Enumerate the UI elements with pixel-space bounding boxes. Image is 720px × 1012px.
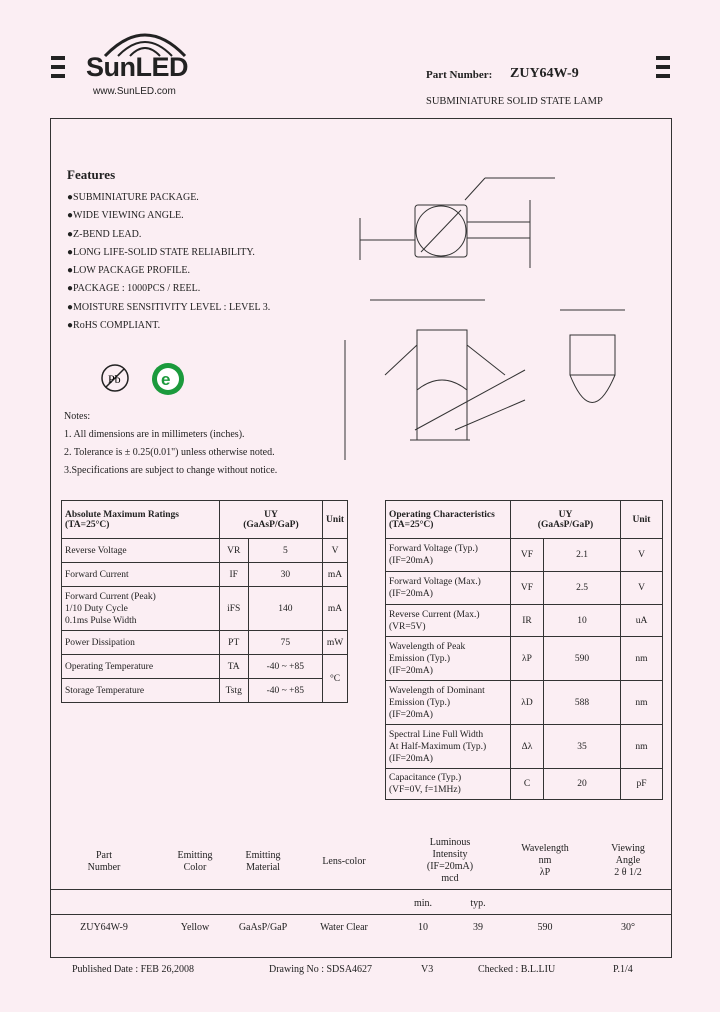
note-item: 2. Tolerance is ± 0.25(0.01") unless otherwise noted. [64, 447, 275, 458]
part-number-label: Part Number: [426, 69, 493, 81]
cell-part: ZUY64W-9 [80, 922, 128, 933]
margin-mark [656, 74, 670, 78]
version: V3 [421, 964, 434, 975]
col-header-material: Emitting Material [245, 850, 281, 873]
feature-item: ●SUBMINIATURE PACKAGE. [67, 192, 199, 203]
table-row: Forward Voltage (Max.) (IF=20mA) VF 2.5 V [386, 572, 663, 605]
feature-item: ●MOISTURE SENSITIVITY LEVEL : LEVEL 3. [67, 301, 271, 313]
notes-title: Notes: [64, 411, 91, 422]
col-header-viewing-angle: Viewing Angle 2 θ 1/2 [611, 843, 645, 878]
checked-by: Checked : B.L.LIU [478, 964, 556, 975]
table-row: Reverse Current (Max.) (VR=5V) IR 10 uA [386, 605, 663, 637]
margin-mark [51, 56, 65, 60]
absolute-maximum-ratings-table [61, 500, 348, 703]
feature-item: ●LOW PACKAGE PROFILE. [67, 265, 190, 277]
col-header-min: min. [413, 898, 433, 909]
col-header-luminous: Luminous Intensity (IF=20mA) mcd [426, 837, 474, 884]
page-subtitle: SUBMINIATURE SOLID STATE LAMP [426, 96, 603, 107]
table-header: UY (GaAsP/GaP) [511, 501, 621, 539]
cell-color: Yellow [180, 922, 210, 933]
table-row: Power Dissipation PT 75 mW [62, 631, 348, 655]
table-row: Operating Temperature TA -40 ~ +85 °C [62, 655, 348, 679]
cell-min: 10 [418, 922, 428, 933]
divider [51, 889, 671, 890]
pb-free-icon [100, 363, 130, 393]
feature-item: ●WIDE VIEWING ANGLE. [67, 210, 184, 222]
brand-url[interactable]: www.SunLED.com [93, 86, 176, 97]
rohs-label: e [161, 370, 171, 389]
col-header-wavelength: Wavelength nm λP [521, 843, 569, 878]
page-number: P.1/4 [613, 964, 633, 975]
table-header: Unit [323, 501, 348, 539]
margin-mark [656, 65, 670, 69]
features-list [67, 189, 270, 335]
divider [51, 914, 671, 915]
cell-lens: Water Clear [320, 922, 368, 933]
drawing-number: Drawing No : SDSA4627 [269, 964, 373, 975]
col-header-color: Emitting Color [177, 850, 213, 873]
table-header: Unit [621, 501, 663, 539]
table-header: Operating Characteristics (TA=25°C) [386, 501, 511, 539]
col-header-part: Part Number [87, 850, 121, 873]
feature-item: ●LONG LIFE-SOLID STATE RELIABILITY. [67, 246, 255, 258]
part-number: ZUY64W-9 [510, 66, 579, 81]
features-title: Features [67, 167, 116, 182]
table-row: Storage Temperature Tstg -40 ~ +85 [62, 679, 348, 703]
table-row: Reverse Voltage VR 5 V [62, 539, 348, 563]
feature-item: ●Z-BEND LEAD. [67, 228, 142, 240]
table-row: Wavelength of Peak Emission (Typ.) (IF=20mA) λP 590 nm [386, 637, 663, 681]
margin-mark [51, 65, 65, 69]
brand-logo: SunLED [86, 52, 188, 82]
feature-item: ●PACKAGE : 1000PCS / REEL. [67, 283, 201, 295]
pb-label: Pb [108, 372, 121, 386]
operating-characteristics-table [385, 500, 663, 800]
table-row: Forward Current (Peak) 1/10 Duty Cycle 0.1ms Pulse Width iFS 140 mA [62, 587, 348, 631]
margin-mark [51, 74, 65, 78]
table-row: Spectral Line Full Width At Half-Maximum (Typ.) (IF=20mA) Δλ 35 nm [386, 725, 663, 769]
table-row: Capacitance (Typ.) (VF=0V, f=1MHz) C 20 pF [386, 769, 663, 800]
col-header-typ: typ. [470, 898, 486, 909]
rohs-icon [150, 361, 186, 397]
margin-mark [656, 56, 670, 60]
col-header-lens: Lens-color [322, 856, 366, 867]
cell-wavelength: 590 [537, 922, 553, 933]
published-date: Published Date : FEB 26,2008 [72, 964, 194, 975]
table-header: UY (GaAsP/GaP) [219, 501, 322, 539]
cell-typ: 39 [473, 922, 483, 933]
notes [64, 408, 277, 480]
feature-item: ●RoHS COMPLIANT. [67, 320, 161, 332]
table-row: Wavelength of Dominant Emission (Typ.) (IF=20mA) λD 588 nm [386, 681, 663, 725]
cell-material: GaAsP/GaP [238, 922, 288, 933]
note-item: 1. All dimensions are in millimeters (inches). [64, 429, 245, 440]
table-header: Absolute Maximum Ratings (TA=25°C) [62, 501, 220, 539]
cell-viewing-angle: 30° [621, 922, 635, 933]
package-dimension-drawing [325, 160, 665, 460]
table-row: Forward Current IF 30 mA [62, 563, 348, 587]
note-item: 3.Specifications are subject to change without notice. [64, 465, 278, 476]
divider [51, 957, 671, 958]
table-row: Forward Voltage (Typ.) (IF=20mA) VF 2.1 V [386, 539, 663, 572]
